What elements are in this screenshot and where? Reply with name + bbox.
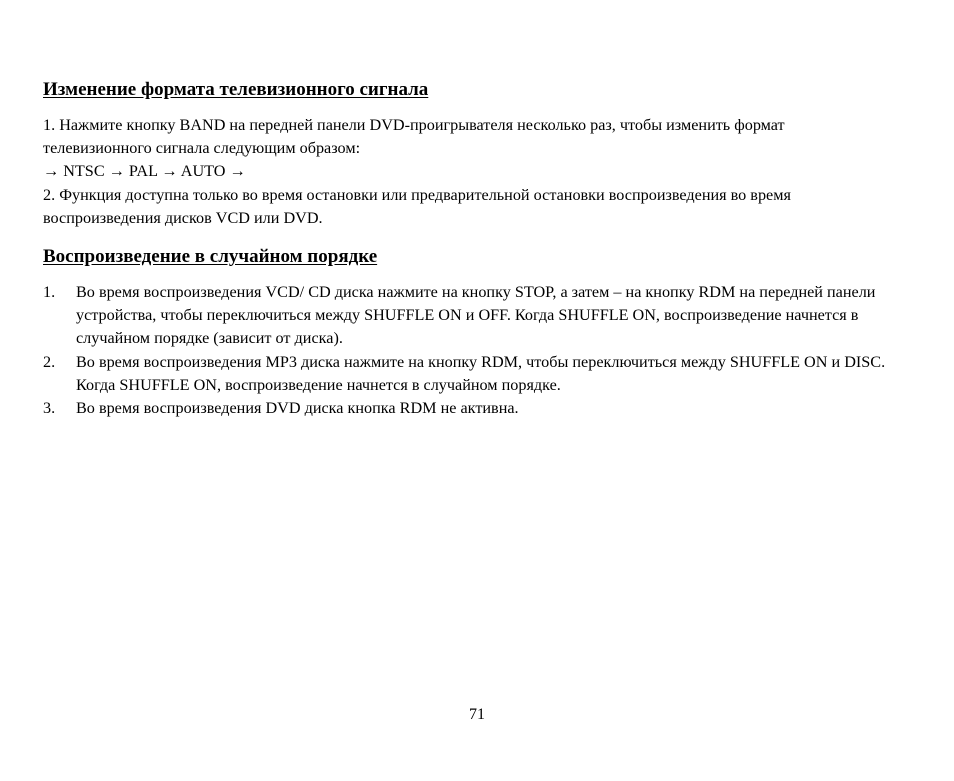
list-item-number: 1. — [43, 283, 56, 301]
page-number: 71 — [469, 706, 485, 723]
list-item-number: 3. — [43, 399, 56, 418]
tv-format-instructions — [43, 114, 893, 230]
list-item-text: Во время воспроизведения DVD диска кнопка RDM не активна. — [76, 399, 519, 418]
list-item-number: 2. — [43, 352, 56, 371]
section-title-random-play: Воспроизведение в случайном порядке — [43, 246, 378, 267]
list-item — [43, 351, 893, 397]
list-item — [43, 281, 893, 351]
random-play-list — [43, 281, 893, 420]
tv-format-sequence: → NTSC → PAL → AUTO → — [43, 162, 246, 181]
list-item-text: Во время воспроизведения MP3 диска нажмите на кнопку RDM, чтобы переключиться между SHUFFLE ON и DISC. Когда SHUFFLE ON, воспроизведение начнется в случайном порядке. — [76, 352, 886, 394]
tv-format-step-1: 1. Нажмите кнопку BAND на передней панели DVD-проигрывателя несколько раз, чтобы изменить формат телевизионного сигнала следующим образом: — [43, 116, 785, 158]
tv-format-step-2: 2. Функция доступна только во время остановки или предварительной остановки воспроизведения во время воспроизведения дисков VCD или DVD. — [43, 185, 791, 227]
list-item-text: Во время воспроизведения VCD/ CD диска нажмите на кнопку STOP, а затем – на кнопку RDM на передней панели устройства, чтобы переключиться между SHUFFLE ON и OFF. Когда SHUFFLE ON, воспроизведение начнется в случайном порядке (зависит от диска). — [76, 283, 876, 348]
section-title-tv-format: Изменение формата телевизионного сигнала — [43, 79, 429, 100]
list-item — [43, 397, 893, 420]
